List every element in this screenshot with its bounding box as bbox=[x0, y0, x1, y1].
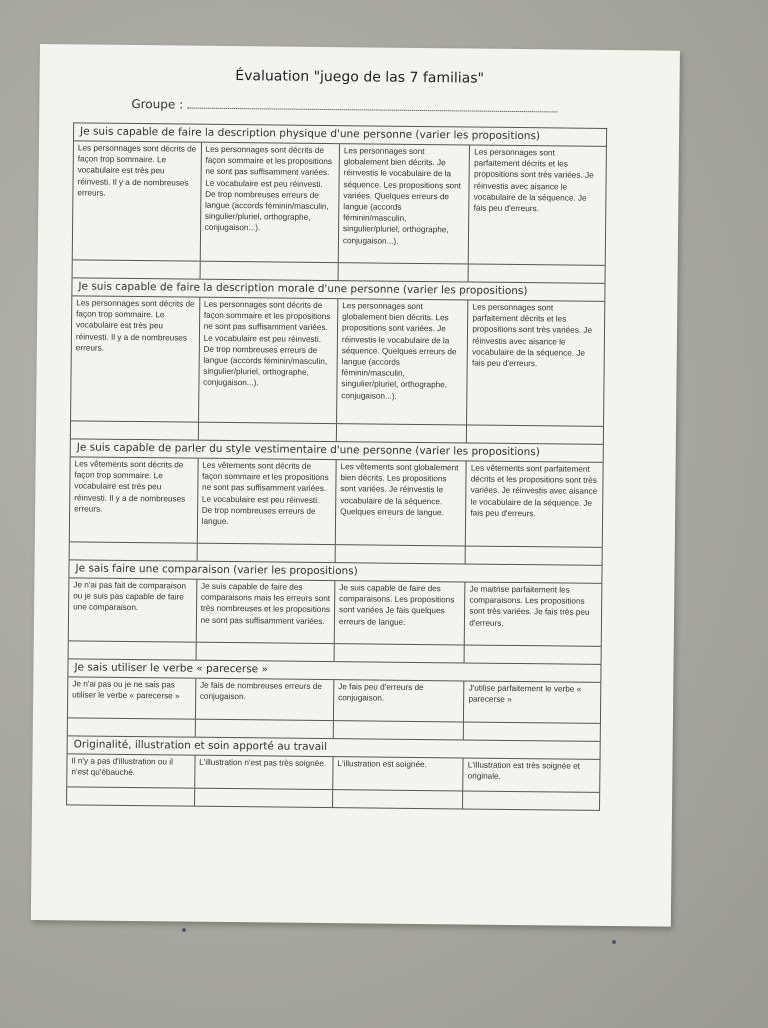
score-cell bbox=[195, 789, 333, 807]
score-cell bbox=[70, 542, 198, 560]
score-cell bbox=[464, 722, 600, 740]
rubric-section bbox=[68, 659, 601, 742]
rubric-section bbox=[70, 439, 603, 566]
groupe-line bbox=[131, 97, 557, 115]
criterion-cell-level-4: J'utilise parfaitement le verbe « parecerse » bbox=[468, 683, 582, 705]
criterion-cell-level-4: L'illustration est très soignée et originale. bbox=[467, 760, 580, 782]
score-cell bbox=[469, 265, 605, 283]
score-cell bbox=[463, 791, 599, 809]
score-cell bbox=[199, 423, 337, 441]
section-heading: Originalité, illustration et soin apporté au travail bbox=[68, 736, 600, 760]
rubric-section bbox=[71, 278, 605, 445]
section-heading: Je sais utiliser le verbe « parecerse » bbox=[68, 659, 600, 683]
criterion-cell-level-3: L'illustration est soignée. bbox=[333, 757, 464, 790]
criterion-cell-level-1: Les vêtements sont décrits de façon trop sommaire. Le vocabulaire est très peu réinvesti. Il y a de nombreuses erreurs. bbox=[70, 457, 199, 542]
section-heading: Je sais faire une comparaison (varier les propositions) bbox=[69, 560, 601, 584]
score-cell bbox=[465, 645, 601, 663]
score-cell bbox=[69, 641, 197, 659]
score-cell bbox=[200, 262, 338, 280]
criteria-row bbox=[67, 754, 599, 793]
rubric-section bbox=[73, 123, 607, 284]
criterion-cell-level-3: Je suis capable de faire des comparaisons. Les propositions sont variées Je fais quelques erreurs de langue. bbox=[335, 581, 466, 644]
score-cell bbox=[334, 721, 464, 739]
criterion-cell-level-3: Les personnages sont globalement bien décrits. Les propositions sont variées. Je réinvestis le vocabulaire de la séquence. Quelques erreurs de langue (accords féminin/masculin, singulier/pluriel, orthographe, conjugaison...). bbox=[337, 299, 469, 424]
criteria-row bbox=[70, 457, 603, 548]
section-heading: Je suis capable de faire la description morale d'une personne (varier les propositions) bbox=[72, 278, 604, 302]
surface-speck bbox=[612, 940, 616, 944]
criterion-cell-level-1: Les personnages sont décrits de façon trop sommaire. Le vocabulaire est très peu réinvesti. Il y a de nombreuses erreurs. bbox=[71, 296, 200, 421]
score-cell bbox=[195, 720, 333, 738]
rubric-table bbox=[66, 122, 607, 811]
criterion-cell-level-4: Les personnages sont parfaitement décrits et les propositions sont très variées. Je réinvestis avec aisance le vocabulaire de la séquence. Je fais peu d'erreurs. bbox=[473, 147, 594, 214]
score-cell bbox=[467, 425, 603, 443]
criterion-cell-level-2: Je suis capable de faire des comparaisons mais les erreurs sont très nombreuses et les propositions ne sont pas suffisamment variées. bbox=[196, 580, 335, 643]
criterion-cell-level-1: Il n'y a pas d'illustration ou il n'est qu'ébauché. bbox=[67, 754, 195, 787]
criterion-cell-level-2: Les vêtements sont décrits de façon sommaire et les propositions ne sont pas suffisamment variées. Le vocabulaire est peu réinvesti. De trop nombreuses erreurs de langue. bbox=[197, 459, 336, 544]
surface-speck bbox=[182, 928, 186, 932]
score-cell bbox=[335, 644, 465, 662]
criterion-cell-level-2: Les personnages sont décrits de façon sommaire et les propositions ne sont pas suffisamment variées. Le vocabulaire est peu réinvesti. De trop nombreuses erreurs de langue (accords féminin/masculin, singulier/pluriel, orthographe, conjugaison...). bbox=[200, 143, 340, 262]
criteria-row bbox=[73, 141, 606, 266]
score-cell bbox=[466, 546, 602, 564]
score-cell bbox=[196, 643, 334, 661]
criterion-cell-level-1: Les personnages sont décrits de façon trop sommaire. Le vocabulaire est très peu réinvesti. Il y a de nombreuses erreurs. bbox=[73, 141, 202, 260]
score-cell bbox=[68, 718, 196, 736]
score-cell bbox=[73, 260, 201, 278]
score-cell bbox=[67, 787, 195, 805]
paper-sheet bbox=[31, 44, 680, 927]
criteria-row bbox=[68, 677, 600, 724]
criterion-cell-level-4: Les vêtements sont parfaitement décrits et les propositions sont très variées. Je réinvestis avec aisance le vocabulaire de la séquence. Je fais peu d'erreurs. bbox=[470, 463, 598, 519]
criteria-row bbox=[71, 296, 604, 427]
criterion-cell-level-4: Je maitrise parfaitement les comparaisons. Les propositions sont très variées. Je fais très peu d'erreurs. bbox=[469, 584, 590, 628]
score-cell bbox=[333, 790, 463, 808]
criterion-cell-level-2: Les personnages sont décrits de façon sommaire et les propositions ne sont pas suffisamment variées. Le vocabulaire est peu réinvesti. De trop nombreuses erreurs de langue (accords féminin/masculin, singulier/pluriel, orthographe, conjugaison...). bbox=[199, 298, 339, 423]
criterion-cell-level-2: Je fais de nombreuses erreurs de conjugaison. bbox=[196, 679, 335, 720]
score-cell bbox=[339, 263, 469, 281]
rubric-section bbox=[69, 560, 602, 665]
criterion-cell-level-4: Les personnages sont parfaitement décrits et les propositions sont très variées. Je réinvestis avec aisance le vocabulaire de la séquence. Je fais peu d'erreurs. bbox=[471, 302, 593, 369]
score-cell bbox=[336, 545, 466, 563]
criterion-cell-level-3: Les vêtements sont globalement bien décrits. Les propositions sont variées. Je réinvestis le vocabulaire de la séquence. Quelques erreurs de langue. bbox=[336, 460, 467, 545]
rubric-section bbox=[67, 736, 600, 811]
score-cell bbox=[71, 421, 199, 439]
page-title: Évaluation "juego de las 7 familias" bbox=[235, 68, 485, 87]
section-heading: Je suis capable de parler du style vestimentaire d'une personne (varier les propositions) bbox=[71, 439, 603, 463]
score-cell bbox=[197, 544, 335, 562]
criterion-cell-level-1: Je n'ai pas ou je ne sais pas utiliser le verbe « parecerse » bbox=[68, 677, 196, 718]
score-cell bbox=[337, 424, 467, 442]
groupe-blank-field bbox=[187, 108, 557, 113]
criterion-cell-level-3: Je fais peu d'erreurs de conjugaison. bbox=[334, 680, 465, 721]
criterion-cell-level-3: Les personnages sont globalement bien décrits. Je réinvestis le vocabulaire de la séquence. Les propositions sont variées. Quelques erreurs de langue (accords féminin/masculin, singulier/pluriel, orthographe, conjugaison...). bbox=[339, 144, 471, 263]
criterion-cell-level-1: Je n'ai pas fait de comparaison ou je suis pas capable de faire une comparaison. bbox=[69, 578, 197, 641]
criterion-cell-level-2: L'illustration n'est pas très soignée. bbox=[195, 756, 334, 789]
section-heading: Je suis capable de faire la description physique d'une personne (varier les propositions) bbox=[74, 123, 606, 147]
groupe-label: Groupe : bbox=[131, 96, 184, 112]
criteria-row bbox=[69, 578, 602, 647]
